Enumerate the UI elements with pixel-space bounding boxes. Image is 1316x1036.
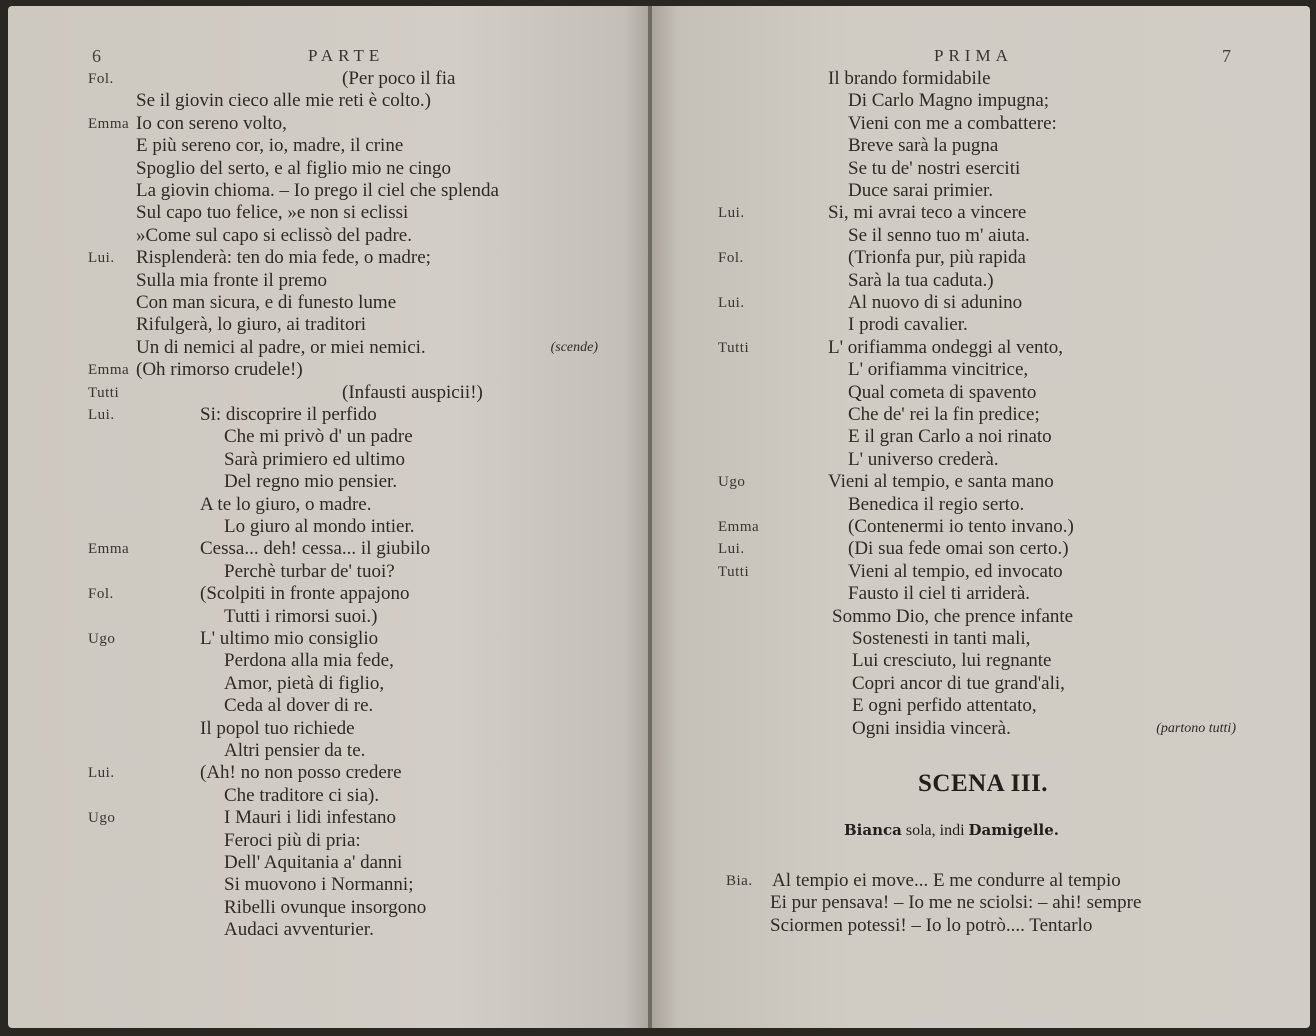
verse-line: Perchè turbar de' tuoi? — [224, 560, 395, 582]
verse-line: Vieni al tempio, e santa mano — [828, 471, 1054, 493]
verse-line: L' orifiamma ondeggi al vento, — [828, 336, 1064, 358]
verse-line: Altri pensier da te. — [224, 740, 366, 761]
right-page — [652, 6, 1310, 1028]
verse-line: Vieni al tempio, ed invocato — [848, 560, 1063, 582]
verse-line: Se tu de' nostri eserciti — [848, 157, 1021, 179]
speaker-label: Lui. — [88, 250, 115, 267]
speaker-label: Tutti — [718, 339, 750, 356]
verse-line: Ei pur pensava! – Io me ne sciolsi: – ahi! sempre — [770, 892, 1142, 914]
verse-line: Rifulgerà, lo giuro, ai traditori — [136, 314, 367, 336]
verse-line: E più sereno cor, io, madre, il crine — [136, 135, 404, 157]
speaker-label: Lui. — [718, 541, 745, 558]
verse-line: Tutti i rimorsi suoi.) — [224, 605, 378, 627]
verse-line: Si: discoprire il perfido — [200, 404, 377, 425]
speaker-label: Emma — [88, 115, 130, 132]
verse-line: Fausto il ciel ti arriderà. — [848, 583, 1031, 605]
verse-line: L' orifiamma vincitrice, — [848, 359, 1029, 381]
verse-line: Ceda al dover di re. — [224, 695, 374, 717]
verse-line: (Infausti auspicii!) — [342, 381, 483, 403]
speaker-label: Lui. — [88, 407, 115, 423]
verse-line: Feroci più di pria: — [224, 829, 361, 851]
stage-direction: (scende) — [550, 339, 598, 355]
verse-line: Un di nemici al padre, or miei nemici. — [136, 336, 426, 358]
speaker-label: Emma — [718, 519, 760, 535]
speaker-label: Ugo — [88, 631, 116, 647]
verse-line: Lui cresciuto, lui regnante — [852, 650, 1052, 672]
verse-line: Spoglio del serto, e al figlio mio ne cingo — [136, 157, 452, 179]
verse-line: Sulla mia fronte il premo — [136, 269, 328, 291]
speaker-label: Tutti — [718, 563, 750, 580]
verse-line: L' universo crederà. — [848, 448, 999, 470]
verse-line: Io con sereno volto, — [136, 112, 287, 134]
verse-line: Di Carlo Magno impugna; — [848, 90, 1050, 112]
left-page — [8, 6, 650, 1028]
verse-line: (Scolpiti in fronte appajono — [200, 583, 410, 605]
verse-line: Se il senno tuo m' aiuta. — [848, 224, 1030, 246]
verse-line: I Mauri i lidi infestano — [224, 807, 397, 829]
verse-line: Del regno mio pensier. — [224, 471, 398, 493]
verse-line: (Di sua fede omai son certo.) — [848, 538, 1069, 560]
verse-line: Copri ancor di tue grand'ali, — [852, 672, 1065, 694]
verse-line: Vieni con me a combattere: — [848, 112, 1057, 134]
verse-line: Si muovono i Normanni; — [224, 874, 414, 896]
verse-line: Qual cometa di spavento — [848, 381, 1037, 403]
verse-line: Al tempio ei move... E me condurre al tempio — [772, 870, 1121, 891]
verse-line: Sciormen potessi! – Io lo potrò.... Tentarlo — [770, 914, 1093, 936]
speaker-label: Ugo — [88, 810, 116, 827]
verse-line: Cessa... deh! cessa... il giubilo — [200, 538, 431, 560]
speaker-label: Fol. — [718, 250, 744, 267]
verse-line: Che mi privò d' un padre — [224, 426, 413, 448]
verse-line: Sarà primiero ed ultimo — [224, 448, 405, 470]
running-header: PARTE — [308, 46, 385, 65]
verse-line: Si, mi avrai teco a vincere — [828, 202, 1027, 224]
speaker-label: Bia. — [726, 873, 753, 889]
speaker-label: Lui. — [718, 205, 745, 222]
page-number: 7 — [1222, 46, 1231, 66]
verse-line: Al nuovo di si adunino — [848, 292, 1023, 313]
verse-line: (Contenermi io tento invano.) — [848, 516, 1074, 537]
verse-line: E ogni perfido attentato, — [852, 695, 1037, 717]
page-number: 6 — [92, 46, 101, 66]
verse-line: Se il giovin cieco alle mie reti è colto.) — [136, 90, 431, 112]
verse-line: E il gran Carlo a noi rinato — [848, 426, 1052, 448]
verse-line: (Ah! no non posso credere — [200, 762, 402, 784]
verse-line: Risplenderà: ten do mia fede, o madre; — [136, 247, 431, 269]
character-name: Bianca — [844, 821, 902, 839]
speaker-label: Tutti — [88, 384, 120, 401]
verse-line: (Per poco il fia — [342, 68, 456, 89]
verse-line: Che traditore ci sia). — [224, 784, 380, 806]
verse-line: Duce sarai primier. — [848, 180, 994, 201]
verse-line: Sul capo tuo felice, »e non si eclissi — [136, 202, 409, 224]
verse-line: L' ultimo mio consiglio — [200, 628, 379, 649]
verse-line: Audaci avventurier. — [224, 919, 374, 941]
verse-line: Ribelli ovunque insorgono — [224, 896, 427, 918]
verse-line: Benedica il regio serto. — [848, 493, 1025, 515]
running-header: PRIMA — [934, 46, 1013, 65]
verse-line: Sarà la tua caduta.) — [848, 269, 994, 291]
verse-line: Dell' Aquitania a' danni — [224, 852, 403, 873]
speaker-label: Lui. — [88, 765, 115, 782]
verse-line: Con man sicura, e di funesto lume — [136, 292, 397, 313]
verse-line: A te lo giuro, o madre. — [200, 493, 372, 515]
verse-line: (Trionfa pur, più rapida — [848, 247, 1026, 269]
scene-subtitle — [844, 821, 1059, 840]
verse-line: Ogni insidia vincerà. — [852, 717, 1011, 739]
speaker-label: Emma — [88, 541, 130, 558]
verse-line: Il brando formidabile — [828, 68, 991, 89]
stage-text: sola, indi — [901, 822, 969, 839]
verse-line: Lo giuro al mondo intier. — [224, 516, 415, 537]
verse-line: Sostenesti in tanti mali, — [852, 628, 1031, 649]
speaker-label: Fol. — [88, 586, 114, 603]
stage-direction: (partono tutti) — [1156, 720, 1236, 736]
speaker-label: Lui. — [718, 295, 745, 311]
verse-line: »Come sul capo si eclissò del padre. — [136, 224, 412, 246]
verse-line: I prodi cavalier. — [848, 314, 968, 336]
verse-line: Perdona alla mia fede, — [224, 650, 394, 672]
verse-line: (Oh rimorso crudele!) — [136, 359, 303, 381]
character-name: Damigelle. — [968, 821, 1060, 839]
speaker-label: Emma — [88, 362, 130, 379]
verse-line: Breve sarà la pugna — [848, 135, 999, 157]
verse-line: Che de' rei la fin predice; — [848, 404, 1040, 425]
verse-line: La giovin chioma. – Io prego il ciel che splenda — [136, 180, 499, 201]
verse-line: Sommo Dio, che prence infante — [832, 605, 1074, 627]
verse-line: Il popol tuo richiede — [200, 717, 355, 739]
scene-title: SCENA III. — [918, 770, 1049, 797]
verse-line: Amor, pietà di figlio, — [224, 672, 385, 694]
speaker-label: Fol. — [88, 71, 114, 87]
speaker-label: Ugo — [718, 474, 746, 491]
